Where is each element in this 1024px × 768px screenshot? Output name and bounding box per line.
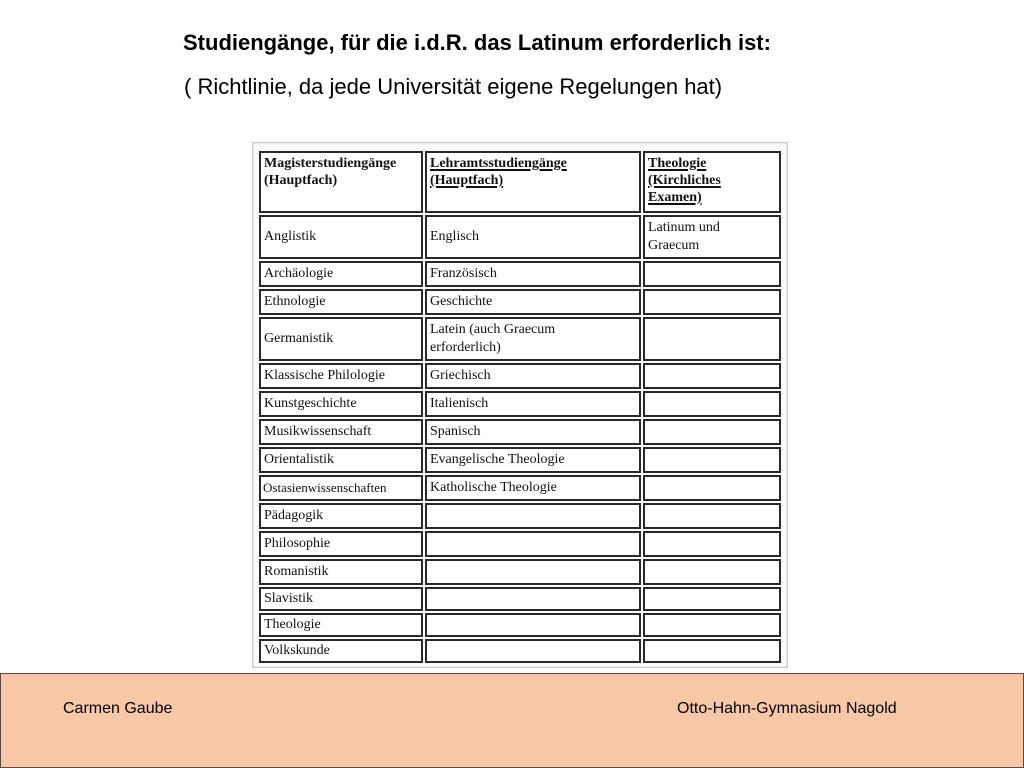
table-cell: Evangelische Theologie xyxy=(425,447,641,473)
table-cell xyxy=(643,363,781,389)
table-cell: Orientalistik xyxy=(259,447,423,473)
table-cell: Philosophie xyxy=(259,531,423,557)
table-cell: Musikwissenschaft xyxy=(259,419,423,445)
table-header-theologie: Theologie (Kirchliches Examen) xyxy=(643,151,781,213)
table-cell xyxy=(643,317,781,361)
table-cell xyxy=(425,613,641,637)
table-cell: Volkskunde xyxy=(259,639,423,663)
footer-bar xyxy=(0,673,1024,768)
table-cell xyxy=(643,261,781,287)
slide-title: Studiengänge, für die i.d.R. das Latinum erforderlich ist: xyxy=(183,30,771,55)
table-cell xyxy=(643,559,781,585)
footer-author: Carmen Gaube xyxy=(63,700,173,717)
table-cell xyxy=(643,639,781,663)
table-cell: Geschichte xyxy=(425,289,641,315)
table-cell xyxy=(425,639,641,663)
slide-subtitle: ( Richtlinie, da jede Universität eigene Regelungen hat) xyxy=(184,74,723,99)
table-cell: Latein (auch Graecum erforderlich) xyxy=(425,317,641,361)
table-cell xyxy=(643,289,781,315)
table-cell xyxy=(643,475,781,501)
table-cell xyxy=(425,503,641,529)
table-cell xyxy=(643,531,781,557)
table-cell: Archäologie xyxy=(259,261,423,287)
table-cell: Klassische Philologie xyxy=(259,363,423,389)
table-header-lehramt: Lehramtsstudiengänge (Hauptfach) xyxy=(425,151,641,213)
table-cell xyxy=(643,503,781,529)
scanned-table xyxy=(252,142,788,668)
table-cell xyxy=(643,419,781,445)
table-cell: Kunstgeschichte xyxy=(259,391,423,417)
table-cell: Italienisch xyxy=(425,391,641,417)
table-cell: Ostasienwissenschaften xyxy=(259,475,423,501)
table-cell: Pädagogik xyxy=(259,503,423,529)
table-cell: Katholische Theologie xyxy=(425,475,641,501)
table-cell xyxy=(425,531,641,557)
table-cell xyxy=(425,587,641,611)
table-cell xyxy=(425,559,641,585)
table-cell: Ethnologie xyxy=(259,289,423,315)
table-cell: Spanisch xyxy=(425,419,641,445)
table-cell: Griechisch xyxy=(425,363,641,389)
table-cell xyxy=(643,391,781,417)
table-cell: Französisch xyxy=(425,261,641,287)
table-cell: Theologie xyxy=(259,613,423,637)
table-cell xyxy=(643,613,781,637)
table-cell: Latinum und Graecum xyxy=(643,215,781,259)
table-cell xyxy=(643,587,781,611)
table-cell: Slavistik xyxy=(259,587,423,611)
table-header-magister: Magisterstudiengänge (Hauptfach) xyxy=(259,151,423,213)
table-cell: Romanistik xyxy=(259,559,423,585)
table-cell: Germanistik xyxy=(259,317,423,361)
table-cell: Englisch xyxy=(425,215,641,259)
table-cell xyxy=(643,447,781,473)
table-cell: Anglistik xyxy=(259,215,423,259)
footer-school: Otto-Hahn-Gymnasium Nagold xyxy=(677,700,897,717)
